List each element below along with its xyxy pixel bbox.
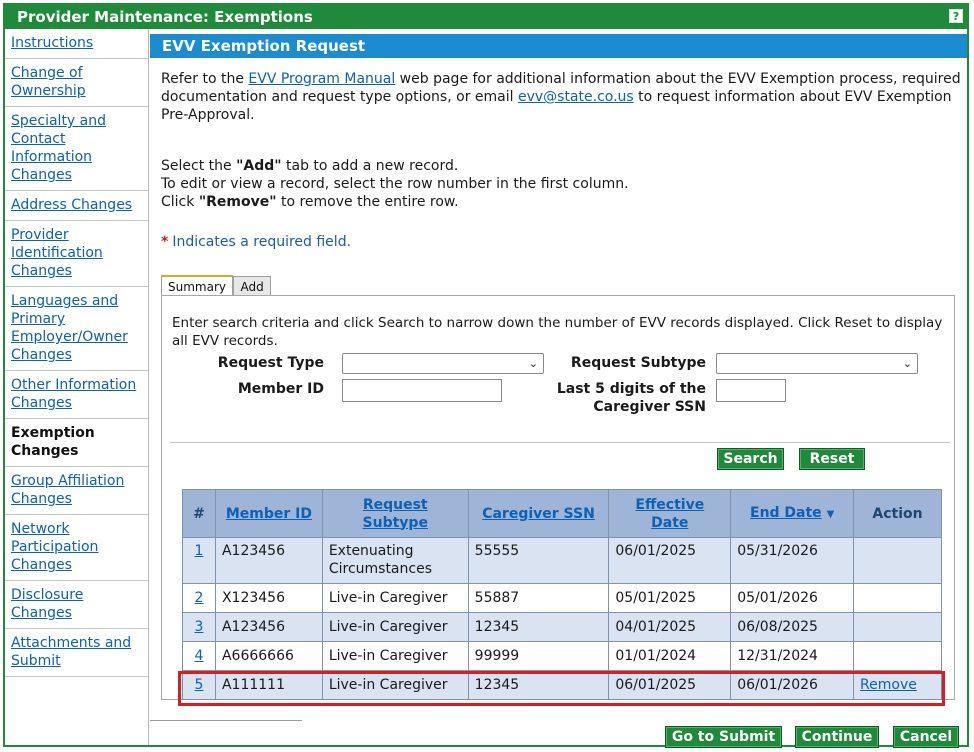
request-subtype-label: Request Subtype — [570, 355, 706, 371]
evv-email-link[interactable]: evv@state.co.us — [517, 89, 634, 105]
window — [3, 3, 969, 747]
member-id-cell: A111111 — [215, 671, 322, 700]
instruction-bold: "Remove" — [198, 194, 277, 210]
member-id-cell: A123456 — [215, 613, 322, 642]
divider — [150, 720, 302, 721]
instruction-line — [161, 157, 961, 175]
sidebar-link[interactable]: Change of Ownership — [11, 65, 86, 99]
sidebar-current-label: Exemption Changes — [11, 425, 95, 459]
sidebar-item-attachments-submit[interactable] — [5, 629, 148, 677]
remove-row-link[interactable]: Remove — [860, 677, 917, 693]
sidebar-item-languages[interactable] — [5, 287, 148, 371]
instruction-line: To edit or view a record, select the row number in the first column. — [161, 176, 629, 192]
sidebar-nav — [5, 29, 149, 745]
caregiver-ssn-cell: 55555 — [468, 538, 609, 584]
sort-end-date-link[interactable]: End Date — [750, 504, 822, 521]
row-number-cell[interactable] — [183, 538, 216, 584]
instruction-text: Select the — [161, 158, 237, 174]
sort-caregiver-ssn-link[interactable]: Caregiver SSN — [482, 505, 595, 522]
cancel-button[interactable]: Cancel — [893, 726, 959, 748]
help-icon[interactable]: ? — [949, 9, 963, 23]
member-id-cell: A123456 — [215, 538, 322, 584]
intro-text-part: web page for additional information about the EVV Exemption process, required documentation and request type options, or email — [161, 71, 961, 105]
sidebar-item-exemption-changes — [5, 419, 148, 467]
sidebar-link[interactable]: Disclosure Changes — [11, 587, 84, 621]
tab-summary[interactable]: Summary — [161, 275, 233, 296]
intro-text — [161, 70, 961, 124]
main-content — [150, 29, 967, 745]
caregiver-ssn-cell: 12345 — [468, 671, 609, 700]
continue-button[interactable]: Continue — [795, 726, 879, 748]
exemption-table — [182, 489, 942, 700]
effective-date-cell: 01/01/2024 — [609, 642, 731, 671]
sidebar-item-instructions[interactable] — [5, 29, 148, 59]
tab-add[interactable]: Add — [233, 276, 270, 296]
sidebar-item-specialty-contact[interactable] — [5, 107, 148, 191]
tab-bar — [161, 275, 267, 295]
search-button[interactable]: Search — [717, 448, 784, 470]
row-number-cell[interactable] — [183, 584, 216, 613]
col-header-num: # — [183, 490, 216, 538]
table-row — [183, 642, 942, 671]
intro-text-part: Refer to the — [161, 71, 249, 87]
action-cell — [854, 613, 942, 642]
intro-text-part: to request information about EVV Exemption Pre-Approval. — [161, 89, 952, 123]
sidebar-link[interactable]: Other Information Changes — [11, 377, 137, 411]
effective-date-cell: 06/01/2025 — [609, 538, 731, 584]
search-criteria-text: Enter search criteria and click Search to narrow down the number of EVV records displayed. Click Reset to display all EVV records. — [172, 315, 943, 349]
effective-date-cell: 05/01/2025 — [609, 584, 731, 613]
request-type-label: Request Type — [217, 355, 324, 371]
member-id-cell: X123456 — [215, 584, 322, 613]
sidebar-link[interactable]: Specialty and Contact Information Changes — [11, 113, 107, 183]
instruction-text: Click — [161, 194, 199, 210]
caregiver-ssn-label — [542, 380, 706, 416]
end-date-cell: 12/31/2024 — [731, 642, 854, 671]
sidebar-item-network-participation[interactable] — [5, 515, 148, 581]
table-row — [183, 538, 942, 584]
sort-request-subtype-link[interactable]: Request Subtype — [362, 496, 428, 531]
end-date-cell: 05/01/2026 — [731, 584, 854, 613]
caregiver-ssn-input[interactable] — [716, 379, 786, 402]
request-subtype-cell: Live-in Caregiver — [322, 584, 468, 613]
end-date-cell: 05/31/2026 — [731, 538, 854, 584]
row-number-link[interactable]: 1 — [194, 543, 204, 559]
chevron-down-icon: ⌄ — [902, 357, 912, 370]
member-id-cell: A6666666 — [215, 642, 322, 671]
sidebar-item-change-of-ownership[interactable] — [5, 59, 148, 107]
request-type-select[interactable] — [342, 353, 544, 374]
instruction-bold: "Add" — [236, 158, 282, 174]
summary-panel — [161, 295, 955, 700]
action-cell — [854, 584, 942, 613]
sidebar-item-provider-identification[interactable] — [5, 221, 148, 287]
col-header-member-id[interactable] — [215, 490, 322, 538]
sidebar-link[interactable]: Attachments and Submit — [11, 635, 132, 669]
sidebar-link[interactable]: Group Affiliation Changes — [11, 473, 125, 507]
required-star-icon: * — [161, 234, 169, 250]
col-header-end-date[interactable] — [731, 490, 854, 538]
action-cell — [854, 538, 942, 584]
action-cell — [854, 642, 942, 671]
caregiver-ssn-cell: 55887 — [468, 584, 609, 613]
sort-descending-icon: ▼ — [826, 508, 835, 520]
sidebar-link[interactable]: Provider Identification Changes — [11, 227, 103, 279]
window-title: Provider Maintenance: Exemptions — [17, 8, 313, 26]
sidebar-item-group-affiliation[interactable] — [5, 467, 148, 515]
col-header-caregiver-ssn[interactable] — [468, 490, 609, 538]
end-date-cell: 06/08/2025 — [731, 613, 854, 642]
ssn-label-line: Caregiver SSN — [593, 399, 706, 415]
window-title-bar — [5, 5, 967, 29]
action-cell[interactable] — [854, 671, 942, 700]
col-header-request-subtype[interactable] — [322, 490, 468, 538]
member-id-label: Member ID — [237, 381, 324, 397]
row-number-link[interactable]: 3 — [194, 619, 204, 635]
member-id-input[interactable] — [342, 379, 502, 402]
instruction-line — [161, 193, 961, 211]
col-header-effective-date[interactable] — [609, 490, 731, 538]
sidebar-link[interactable]: Languages and Primary Employer/Owner Changes — [11, 293, 128, 363]
request-subtype-cell: Live-in Caregiver — [322, 671, 468, 700]
row-number-cell[interactable] — [183, 613, 216, 642]
sort-member-id-link[interactable]: Member ID — [225, 505, 312, 522]
required-note-text: Indicates a required field. — [172, 234, 352, 250]
sidebar-link[interactable]: Network Participation Changes — [11, 521, 99, 573]
table-header-row — [183, 490, 942, 538]
effective-date-cell: 04/01/2025 — [609, 613, 731, 642]
sidebar-link[interactable]: Address Changes — [11, 197, 133, 213]
row-number-link[interactable]: 5 — [194, 677, 204, 693]
sidebar-item-other-information[interactable] — [5, 371, 148, 419]
instruction-text: tab to add a new record. — [281, 158, 459, 174]
section-title: EVV Exemption Request — [150, 34, 967, 58]
sidebar-link[interactable]: Instructions — [11, 35, 94, 51]
table-row — [183, 613, 942, 642]
row-number-link[interactable]: 4 — [194, 648, 204, 664]
sidebar-item-disclosure[interactable] — [5, 581, 148, 629]
evv-program-manual-link[interactable]: EVV Program Manual — [248, 71, 396, 87]
caregiver-ssn-cell: 12345 — [468, 613, 609, 642]
col-header-action: Action — [854, 490, 942, 538]
divider — [170, 442, 950, 443]
go-to-submit-button[interactable]: Go to Submit — [665, 726, 782, 748]
request-subtype-cell: Extenuating Circumstances — [322, 538, 468, 584]
request-subtype-select[interactable] — [716, 353, 918, 374]
required-field-note — [161, 234, 351, 250]
effective-date-cell: 06/01/2025 — [609, 671, 731, 700]
table-row-selected — [183, 671, 942, 700]
table-row — [183, 584, 942, 613]
reset-button[interactable]: Reset — [799, 448, 865, 470]
request-subtype-cell: Live-in Caregiver — [322, 613, 468, 642]
row-number-cell[interactable] — [183, 671, 216, 700]
chevron-down-icon: ⌄ — [528, 357, 538, 370]
ssn-label-line: Last 5 digits of the — [556, 381, 706, 397]
request-subtype-cell: Live-in Caregiver — [322, 642, 468, 671]
end-date-cell: 06/01/2026 — [731, 671, 854, 700]
row-number-link[interactable]: 2 — [194, 590, 204, 606]
instruction-text: to remove the entire row. — [276, 194, 459, 210]
sort-effective-date-link[interactable]: Effective Date — [635, 496, 705, 531]
sidebar-item-address-changes[interactable] — [5, 191, 148, 221]
instructions-text — [161, 157, 961, 211]
caregiver-ssn-cell: 99999 — [468, 642, 609, 671]
row-number-cell[interactable] — [183, 642, 216, 671]
